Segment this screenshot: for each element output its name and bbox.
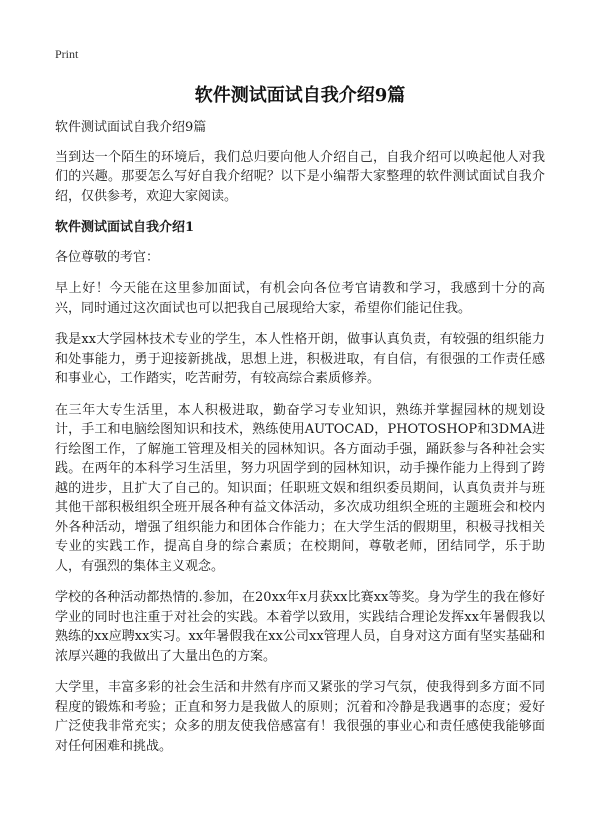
document-title: 软件测试面试自我介绍9篇 bbox=[194, 85, 406, 106]
body-paragraph: 我是xx大学园林技术专业的学生，本人性格开朗，做事认真负责，有较强的组织能力和处事能力，勇于迎接新挑战，思想上进，积极进取，有自信，有很强的工作责任感和事业心，工作踏实，吃苦耐劳，有较高综合素质修养。 bbox=[55, 332, 545, 386]
document-subtitle: 软件测试面试自我介绍9篇 bbox=[55, 120, 207, 135]
intro-paragraph: 当到达一个陌生的环境后，我们总归要向他人介绍自己，自我介绍可以唤起他人对我们的兴趣。那要怎么写好自我介绍呢？以下是小编帮大家整理的软件测试面试自我介绍，仅供参考，欢迎大家阅读。 bbox=[55, 149, 545, 204]
body-paragraph: 大学里，丰富多彩的社会生活和井然有序而又紧张的学习气氛，使我得到多方面不同程度的锻炼和考验；正直和努力是我做人的原则；沉着和冷静是我遇事的态度；爱好广泛使我非常充实；众多的朋友使我倍感富有！我很强的事业心和责任感使我能够面对任何困难和挑战。 bbox=[55, 680, 545, 754]
body-paragraph: 在三年大专生活里，本人积极进取，勤奋学习专业知识，熟练并掌握园林的规划设计，手工和电脑绘图知识和技术，熟练使用AUTOCAD，PHOTOSHOP和3DMA进行绘图工作，了解施工管理及相关的园林知识。各方面动手强，踊跃参与各种社会实践。在两年的本科学习生活里，努力巩固学到的园林知识，动手操作能力上得到了跨越的进步，且扩大了自己的。知识面；任职班文娱和组织委员期间，认真负责并与班其他干部积极组织全班开展各种有益文体活动，多次成功组织全班的主题班会和校内外各种活动，增强了组织能力和团体合作能力；在大学生活的假期里，积极寻找相关专业的实践工作，提高自身的综合素质；在校期间，尊敬老师，团结同学，乐于助人，有强烈的集体主义观念。 bbox=[55, 402, 545, 574]
document-body bbox=[55, 118, 545, 768]
body-paragraph: 早上好！今天能在这里参加面试，有机会向各位考官请教和学习，我感到十分的高兴，同时通过这次面试也可以把我自己展现给大家，希望你们能记住我。 bbox=[55, 281, 545, 316]
print-link[interactable]: Print bbox=[55, 47, 79, 61]
section-heading: 软件测试面试自我介绍1 bbox=[55, 220, 195, 235]
body-paragraph: 学校的各种活动都热情的.参加，在20xx年x月获xx比赛xx等奖。身为学生的我在修好学业的同时也注重于对社会的实践。本着学以致用，实践结合理论发挥xx年暑假我以熟练的xx应聘xx实习。xx年暑假我在xx公司xx管理人员，自身对这方面有坚实基础和浓厚兴趣的我做出了大量出色的方案。 bbox=[55, 590, 545, 664]
greeting: 各位尊敬的考官： bbox=[55, 249, 160, 265]
